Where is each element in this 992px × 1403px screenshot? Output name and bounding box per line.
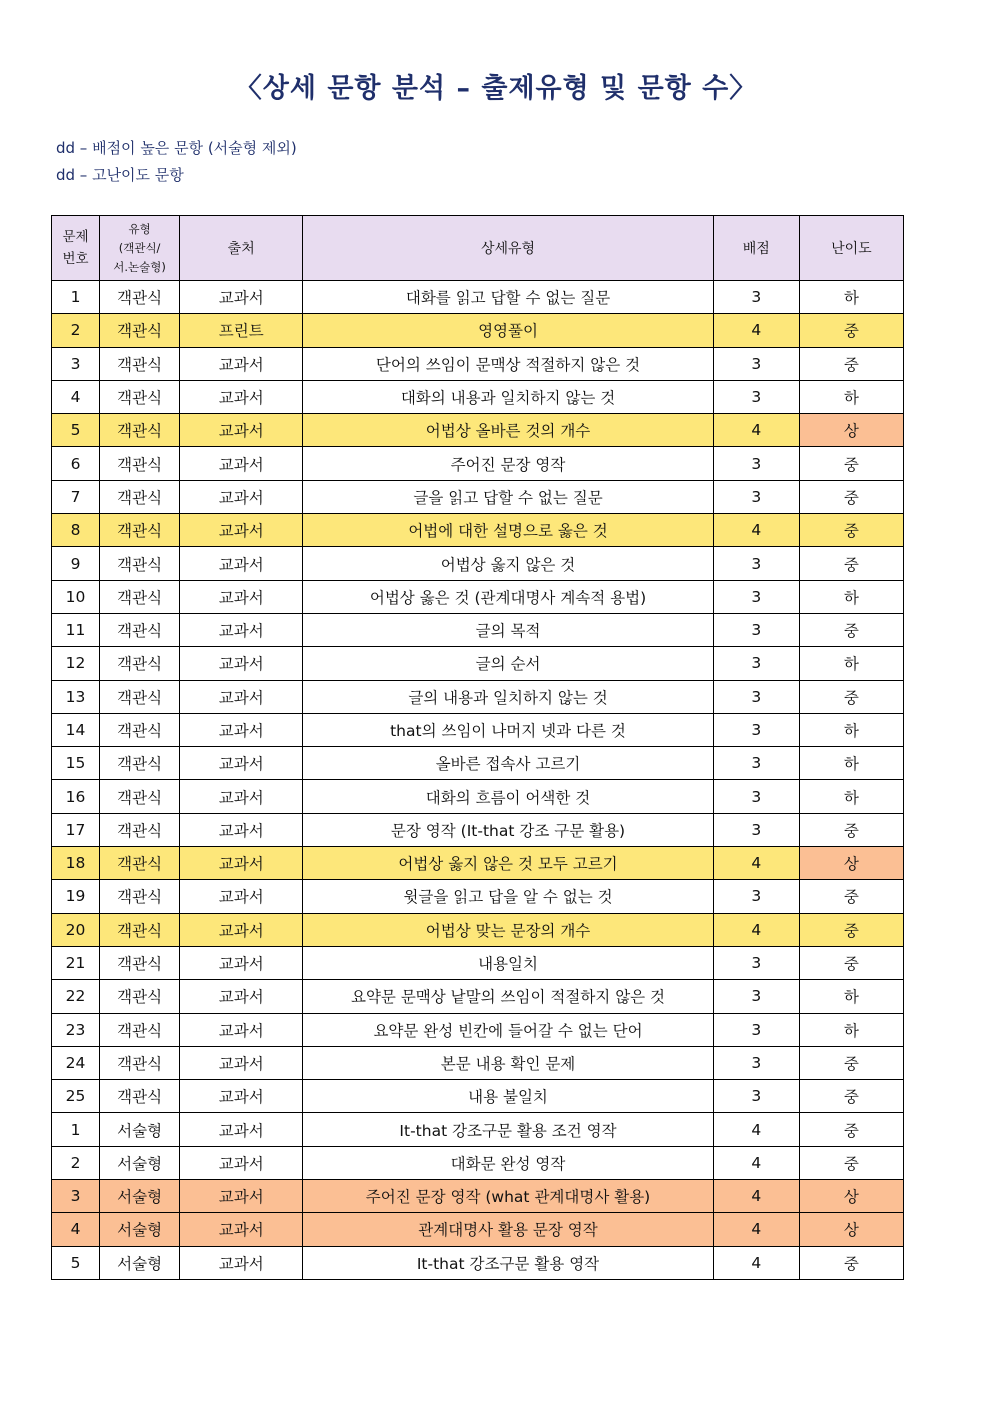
cell-difficulty: 중 xyxy=(799,547,903,580)
cell-source: 교과서 xyxy=(180,980,303,1013)
cell-question-number: 5 xyxy=(52,1246,100,1279)
cell-score: 3 xyxy=(713,680,799,713)
cell-question-type: 객관식 xyxy=(100,314,180,347)
cell-question-number: 2 xyxy=(52,1146,100,1179)
cell-difficulty: 중 xyxy=(799,480,903,513)
cell-score: 3 xyxy=(713,946,799,979)
table-row xyxy=(52,1180,904,1213)
cell-detail-type: 내용 불일치 xyxy=(303,1080,713,1113)
cell-score: 3 xyxy=(713,1046,799,1079)
cell-score: 3 xyxy=(713,347,799,380)
table-row xyxy=(52,347,904,380)
table-row xyxy=(52,980,904,1013)
cell-difficulty: 상 xyxy=(799,847,903,880)
cell-question-number: 19 xyxy=(52,880,100,913)
cell-question-number: 22 xyxy=(52,980,100,1013)
table-row xyxy=(52,1013,904,1046)
table-row xyxy=(52,480,904,513)
cell-question-number: 12 xyxy=(52,647,100,680)
cell-source: 교과서 xyxy=(180,913,303,946)
cell-difficulty: 하 xyxy=(799,1013,903,1046)
cell-source: 교과서 xyxy=(180,813,303,846)
cell-difficulty: 하 xyxy=(799,580,903,613)
cell-detail-type: 올바른 접속사 고르기 xyxy=(303,747,713,780)
cell-score: 3 xyxy=(713,713,799,746)
table-row xyxy=(52,1213,904,1246)
cell-source: 교과서 xyxy=(180,1013,303,1046)
cell-question-number: 13 xyxy=(52,680,100,713)
cell-score: 4 xyxy=(713,514,799,547)
cell-difficulty: 하 xyxy=(799,380,903,413)
table-row xyxy=(52,547,904,580)
cell-question-type: 객관식 xyxy=(100,1046,180,1079)
cell-question-number: 3 xyxy=(52,1180,100,1213)
cell-difficulty: 중 xyxy=(799,946,903,979)
cell-score: 4 xyxy=(713,414,799,447)
cell-score: 3 xyxy=(713,547,799,580)
cell-difficulty: 상 xyxy=(799,1180,903,1213)
cell-question-type: 객관식 xyxy=(100,680,180,713)
cell-score: 3 xyxy=(713,480,799,513)
cell-detail-type: 어법상 옳지 않은 것 xyxy=(303,547,713,580)
cell-source: 교과서 xyxy=(180,1046,303,1079)
cell-question-type: 객관식 xyxy=(100,281,180,314)
cell-difficulty: 중 xyxy=(799,680,903,713)
cell-difficulty: 중 xyxy=(799,613,903,646)
cell-score: 4 xyxy=(713,847,799,880)
cell-score: 3 xyxy=(713,813,799,846)
cell-source: 교과서 xyxy=(180,514,303,547)
cell-question-type: 객관식 xyxy=(100,514,180,547)
cell-difficulty: 상 xyxy=(799,414,903,447)
cell-question-type: 객관식 xyxy=(100,414,180,447)
cell-source: 교과서 xyxy=(180,647,303,680)
table-row xyxy=(52,946,904,979)
cell-score: 4 xyxy=(713,913,799,946)
cell-question-type: 객관식 xyxy=(100,480,180,513)
question-analysis-table xyxy=(51,215,904,1280)
cell-detail-type: 대화의 내용과 일치하지 않는 것 xyxy=(303,380,713,413)
cell-question-number: 8 xyxy=(52,514,100,547)
cell-question-type: 객관식 xyxy=(100,880,180,913)
cell-difficulty: 중 xyxy=(799,1113,903,1146)
table-row xyxy=(52,314,904,347)
cell-difficulty: 하 xyxy=(799,980,903,1013)
cell-detail-type: 영영풀이 xyxy=(303,314,713,347)
cell-score: 3 xyxy=(713,647,799,680)
cell-source: 교과서 xyxy=(180,547,303,580)
table-row xyxy=(52,847,904,880)
cell-source: 교과서 xyxy=(180,1246,303,1279)
table-row xyxy=(52,613,904,646)
cell-detail-type: that의 쓰임이 나머지 넷과 다른 것 xyxy=(303,713,713,746)
cell-question-type: 객관식 xyxy=(100,380,180,413)
cell-question-number: 6 xyxy=(52,447,100,480)
cell-score: 3 xyxy=(713,380,799,413)
cell-question-type: 객관식 xyxy=(100,613,180,646)
cell-question-type: 서술형 xyxy=(100,1246,180,1279)
cell-score: 4 xyxy=(713,1180,799,1213)
cell-source: 교과서 xyxy=(180,747,303,780)
cell-question-type: 서술형 xyxy=(100,1180,180,1213)
cell-question-number: 1 xyxy=(52,281,100,314)
cell-question-number: 21 xyxy=(52,946,100,979)
cell-score: 3 xyxy=(713,1013,799,1046)
cell-detail-type: 단어의 쓰임이 문맥상 적절하지 않은 것 xyxy=(303,347,713,380)
header-detail-type: 상세유형 xyxy=(303,216,713,281)
cell-detail-type: 글의 순서 xyxy=(303,647,713,680)
cell-detail-type: 어법상 옳은 것 (관계대명사 계속적 용법) xyxy=(303,580,713,613)
cell-question-type: 객관식 xyxy=(100,847,180,880)
cell-source: 교과서 xyxy=(180,1113,303,1146)
cell-difficulty: 중 xyxy=(799,1080,903,1113)
cell-source: 교과서 xyxy=(180,1180,303,1213)
cell-question-type: 서술형 xyxy=(100,1113,180,1146)
legend-high-difficulty: dd – 고난이도 문항 xyxy=(56,166,184,184)
cell-detail-type: 대화문 완성 영작 xyxy=(303,1146,713,1179)
cell-difficulty: 하 xyxy=(799,281,903,314)
table-row xyxy=(52,1113,904,1146)
cell-detail-type: 대화의 흐름이 어색한 것 xyxy=(303,780,713,813)
page-title: 〈상세 문항 분석 – 출제유형 및 문항 수〉 xyxy=(234,73,758,104)
cell-detail-type: 글의 내용과 일치하지 않는 것 xyxy=(303,680,713,713)
cell-difficulty: 중 xyxy=(799,813,903,846)
cell-question-type: 객관식 xyxy=(100,1013,180,1046)
cell-question-number: 24 xyxy=(52,1046,100,1079)
table-row xyxy=(52,1080,904,1113)
table-row xyxy=(52,913,904,946)
cell-question-number: 5 xyxy=(52,414,100,447)
header-source: 출처 xyxy=(180,216,303,281)
cell-question-type: 객관식 xyxy=(100,647,180,680)
cell-source: 교과서 xyxy=(180,847,303,880)
cell-detail-type: 윗글을 읽고 답을 알 수 없는 것 xyxy=(303,880,713,913)
cell-score: 4 xyxy=(713,1213,799,1246)
cell-source: 교과서 xyxy=(180,480,303,513)
cell-question-number: 2 xyxy=(52,314,100,347)
table-row xyxy=(52,447,904,480)
cell-question-type: 객관식 xyxy=(100,580,180,613)
cell-difficulty: 중 xyxy=(799,913,903,946)
table-row xyxy=(52,1146,904,1179)
table-row xyxy=(52,647,904,680)
cell-detail-type: 본문 내용 확인 문제 xyxy=(303,1046,713,1079)
table-row xyxy=(52,713,904,746)
table-row xyxy=(52,514,904,547)
cell-question-number: 18 xyxy=(52,847,100,880)
table-row xyxy=(52,1046,904,1079)
cell-source: 교과서 xyxy=(180,281,303,314)
table-body xyxy=(52,281,904,1280)
cell-detail-type: 주어진 문장 영작 (what 관계대명사 활용) xyxy=(303,1180,713,1213)
cell-question-type: 객관식 xyxy=(100,946,180,979)
table-row xyxy=(52,1246,904,1279)
cell-question-type: 객관식 xyxy=(100,980,180,1013)
cell-difficulty: 중 xyxy=(799,1046,903,1079)
cell-question-type: 객관식 xyxy=(100,913,180,946)
table-header-row xyxy=(52,216,904,281)
cell-score: 3 xyxy=(713,613,799,646)
cell-question-number: 25 xyxy=(52,1080,100,1113)
cell-question-number: 9 xyxy=(52,547,100,580)
cell-score: 3 xyxy=(713,980,799,1013)
cell-detail-type: It-that 강조구문 활용 조건 영작 xyxy=(303,1113,713,1146)
cell-question-type: 객관식 xyxy=(100,547,180,580)
cell-difficulty: 중 xyxy=(799,314,903,347)
table-row xyxy=(52,880,904,913)
cell-score: 3 xyxy=(713,880,799,913)
table-row xyxy=(52,580,904,613)
cell-source: 프린트 xyxy=(180,314,303,347)
cell-difficulty: 하 xyxy=(799,747,903,780)
cell-detail-type: It-that 강조구문 활용 영작 xyxy=(303,1246,713,1279)
table-row xyxy=(52,281,904,314)
cell-score: 3 xyxy=(713,780,799,813)
cell-detail-type: 관계대명사 활용 문장 영작 xyxy=(303,1213,713,1246)
cell-source: 교과서 xyxy=(180,1213,303,1246)
cell-source: 교과서 xyxy=(180,347,303,380)
cell-question-number: 23 xyxy=(52,1013,100,1046)
cell-question-number: 3 xyxy=(52,347,100,380)
cell-score: 4 xyxy=(713,1146,799,1179)
cell-question-number: 11 xyxy=(52,613,100,646)
cell-question-type: 객관식 xyxy=(100,1080,180,1113)
cell-source: 교과서 xyxy=(180,713,303,746)
cell-detail-type: 요약문 완성 빈칸에 들어갈 수 없는 단어 xyxy=(303,1013,713,1046)
cell-difficulty: 중 xyxy=(799,1146,903,1179)
cell-source: 교과서 xyxy=(180,946,303,979)
cell-detail-type: 어법상 옳지 않은 것 모두 고르기 xyxy=(303,847,713,880)
header-question-number: 문제 번호 xyxy=(52,216,100,281)
cell-difficulty: 중 xyxy=(799,347,903,380)
cell-score: 4 xyxy=(713,1246,799,1279)
cell-question-number: 14 xyxy=(52,713,100,746)
cell-detail-type: 어법상 올바른 것의 개수 xyxy=(303,414,713,447)
cell-question-number: 4 xyxy=(52,380,100,413)
legend-high-score: dd – 배점이 높은 문항 (서술형 제외) xyxy=(56,139,297,157)
cell-difficulty: 상 xyxy=(799,1213,903,1246)
cell-score: 3 xyxy=(713,1080,799,1113)
cell-score: 3 xyxy=(713,281,799,314)
table-row xyxy=(52,680,904,713)
cell-question-type: 객관식 xyxy=(100,780,180,813)
cell-source: 교과서 xyxy=(180,447,303,480)
cell-detail-type: 어법에 대한 설명으로 옳은 것 xyxy=(303,514,713,547)
cell-question-type: 객관식 xyxy=(100,347,180,380)
cell-difficulty: 하 xyxy=(799,647,903,680)
cell-difficulty: 중 xyxy=(799,447,903,480)
table-row xyxy=(52,747,904,780)
cell-difficulty: 중 xyxy=(799,880,903,913)
cell-score: 4 xyxy=(713,1113,799,1146)
cell-source: 교과서 xyxy=(180,380,303,413)
cell-detail-type: 주어진 문장 영작 xyxy=(303,447,713,480)
cell-question-number: 16 xyxy=(52,780,100,813)
cell-question-number: 20 xyxy=(52,913,100,946)
cell-detail-type: 내용일치 xyxy=(303,946,713,979)
table-row xyxy=(52,414,904,447)
header-score: 배점 xyxy=(713,216,799,281)
cell-difficulty: 중 xyxy=(799,1246,903,1279)
cell-question-type: 객관식 xyxy=(100,713,180,746)
cell-detail-type: 문장 영작 (It-that 강조 구문 활용) xyxy=(303,813,713,846)
cell-detail-type: 대화를 읽고 답할 수 없는 질문 xyxy=(303,281,713,314)
cell-score: 3 xyxy=(713,580,799,613)
cell-question-type: 서술형 xyxy=(100,1213,180,1246)
cell-question-number: 17 xyxy=(52,813,100,846)
cell-source: 교과서 xyxy=(180,580,303,613)
cell-difficulty: 중 xyxy=(799,514,903,547)
cell-source: 교과서 xyxy=(180,1146,303,1179)
table-row xyxy=(52,380,904,413)
cell-question-number: 7 xyxy=(52,480,100,513)
cell-difficulty: 하 xyxy=(799,780,903,813)
cell-question-number: 1 xyxy=(52,1113,100,1146)
cell-detail-type: 요약문 문맥상 낱말의 쓰임이 적절하지 않은 것 xyxy=(303,980,713,1013)
cell-source: 교과서 xyxy=(180,680,303,713)
cell-detail-type: 글을 읽고 답할 수 없는 질문 xyxy=(303,480,713,513)
cell-source: 교과서 xyxy=(180,414,303,447)
header-question-type: 유형 (객관식/ 서.논술형) xyxy=(100,216,180,281)
cell-source: 교과서 xyxy=(180,780,303,813)
cell-source: 교과서 xyxy=(180,613,303,646)
cell-source: 교과서 xyxy=(180,880,303,913)
cell-score: 3 xyxy=(713,447,799,480)
header-difficulty: 난이도 xyxy=(799,216,903,281)
cell-question-type: 객관식 xyxy=(100,447,180,480)
cell-source: 교과서 xyxy=(180,1080,303,1113)
cell-question-type: 객관식 xyxy=(100,747,180,780)
cell-detail-type: 어법상 맞는 문장의 개수 xyxy=(303,913,713,946)
cell-score: 3 xyxy=(713,747,799,780)
cell-question-type: 객관식 xyxy=(100,813,180,846)
cell-score: 4 xyxy=(713,314,799,347)
cell-difficulty: 하 xyxy=(799,713,903,746)
cell-question-number: 4 xyxy=(52,1213,100,1246)
cell-detail-type: 글의 목적 xyxy=(303,613,713,646)
cell-question-number: 15 xyxy=(52,747,100,780)
cell-question-number: 10 xyxy=(52,580,100,613)
cell-question-type: 서술형 xyxy=(100,1146,180,1179)
table-row xyxy=(52,780,904,813)
table-row xyxy=(52,813,904,846)
